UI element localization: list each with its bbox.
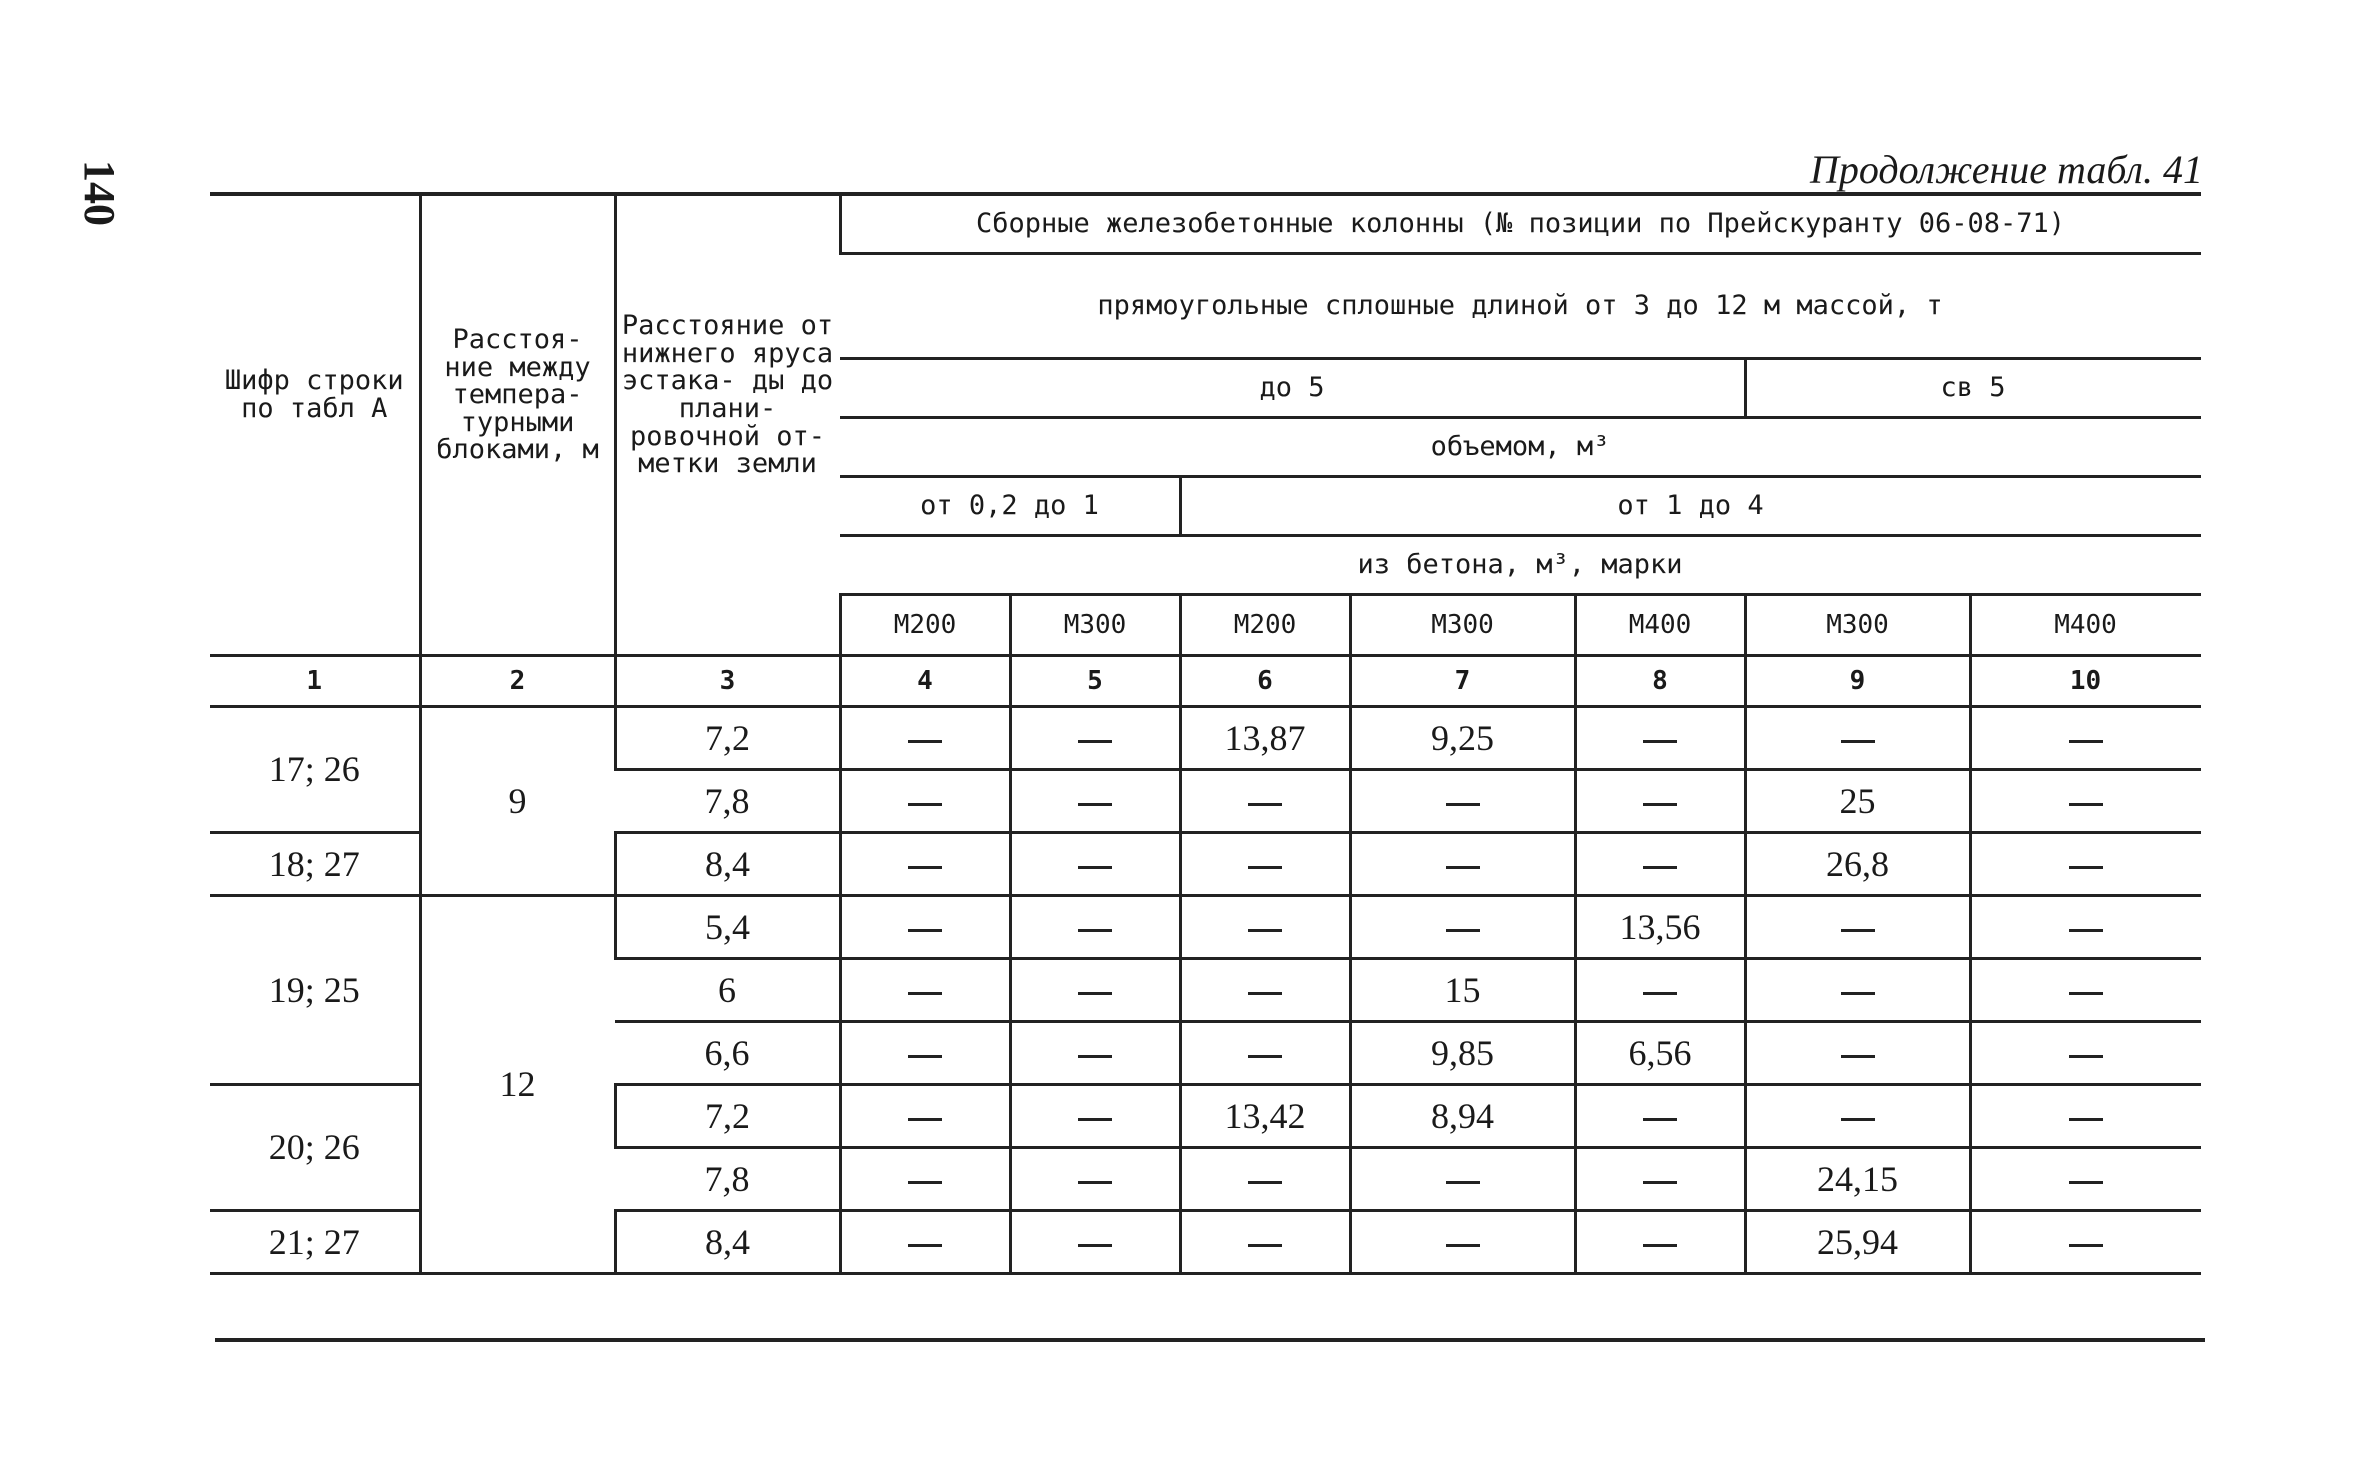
dash-mark bbox=[908, 1055, 942, 1058]
dash-mark bbox=[908, 1181, 942, 1184]
grade-label: М300 bbox=[1350, 595, 1575, 656]
empty-value bbox=[1180, 959, 1350, 1022]
dash-mark bbox=[1446, 866, 1480, 869]
empty-value bbox=[1010, 1211, 1180, 1274]
empty-value bbox=[840, 896, 1010, 959]
dash-mark bbox=[1643, 1244, 1677, 1247]
empty-value bbox=[1180, 1022, 1350, 1085]
row-code: 20; 26 bbox=[210, 1085, 420, 1211]
table-row bbox=[210, 707, 2200, 770]
dash-mark bbox=[1643, 866, 1677, 869]
column-number: 7 bbox=[1350, 656, 1575, 707]
column-number: 2 bbox=[420, 656, 615, 707]
empty-value bbox=[1010, 770, 1180, 833]
tier-height: 7,8 bbox=[615, 770, 840, 833]
header-mass-over5: св 5 bbox=[1745, 359, 2200, 418]
dash-mark bbox=[1248, 1055, 1282, 1058]
empty-value bbox=[1575, 959, 1745, 1022]
tier-height: 6 bbox=[615, 959, 840, 1022]
dash-mark bbox=[1248, 1244, 1282, 1247]
grade-label: М400 bbox=[1970, 595, 2200, 656]
block-distance: 9 bbox=[420, 707, 615, 896]
dash-mark bbox=[908, 1244, 942, 1247]
empty-value bbox=[1970, 959, 2200, 1022]
empty-value bbox=[1970, 1022, 2200, 1085]
dash-mark bbox=[908, 1118, 942, 1121]
grade-label: М200 bbox=[1180, 595, 1350, 656]
table-body bbox=[210, 707, 2200, 1274]
price-value: 8,94 bbox=[1350, 1085, 1575, 1148]
header-block-distance: Расстоя- ние между темпера- турными блоками, м bbox=[420, 194, 615, 595]
dash-mark bbox=[1841, 1055, 1875, 1058]
header-concrete-grades: из бетона, м³, марки bbox=[840, 536, 2200, 595]
dash-mark bbox=[2069, 740, 2103, 743]
dash-mark bbox=[908, 740, 942, 743]
dash-mark bbox=[2069, 1055, 2103, 1058]
column-number: 4 bbox=[840, 656, 1010, 707]
empty-value bbox=[1180, 1148, 1350, 1211]
dash-mark bbox=[2069, 1244, 2103, 1247]
empty-value bbox=[1745, 707, 1970, 770]
grade-label: М400 bbox=[1575, 595, 1745, 656]
grade-label: М300 bbox=[1745, 595, 1970, 656]
column-number: 3 bbox=[615, 656, 840, 707]
dash-mark bbox=[1841, 740, 1875, 743]
dash-mark bbox=[2069, 866, 2103, 869]
dash-mark bbox=[1078, 1118, 1112, 1121]
table-row bbox=[210, 896, 2200, 959]
empty-value bbox=[1350, 896, 1575, 959]
empty-value bbox=[1970, 707, 2200, 770]
dash-mark bbox=[1078, 803, 1112, 806]
empty-value bbox=[1010, 1148, 1180, 1211]
header-subgroup: прямоугольные сплошные длиной от 3 до 12 м массой, т bbox=[840, 254, 2200, 359]
tier-height: 8,4 bbox=[615, 833, 840, 896]
dash-mark bbox=[1078, 740, 1112, 743]
dash-mark bbox=[1841, 992, 1875, 995]
empty-value bbox=[840, 833, 1010, 896]
empty-value bbox=[1970, 1148, 2200, 1211]
price-value: 26,8 bbox=[1745, 833, 1970, 896]
dash-mark bbox=[1078, 866, 1112, 869]
block-distance: 12 bbox=[420, 896, 615, 1274]
dash-mark bbox=[908, 929, 942, 932]
empty-value bbox=[1575, 1211, 1745, 1274]
dash-mark bbox=[1248, 992, 1282, 995]
dash-mark bbox=[1078, 1244, 1112, 1247]
empty-value bbox=[840, 1148, 1010, 1211]
empty-value bbox=[1575, 707, 1745, 770]
price-value: 9,25 bbox=[1350, 707, 1575, 770]
dash-mark bbox=[2069, 1118, 2103, 1121]
dash-mark bbox=[1446, 929, 1480, 932]
tier-height: 8,4 bbox=[615, 1211, 840, 1274]
row-code: 17; 26 bbox=[210, 707, 420, 833]
empty-value bbox=[1970, 770, 2200, 833]
empty-value bbox=[1745, 1085, 1970, 1148]
dash-mark bbox=[1643, 1181, 1677, 1184]
price-value: 6,56 bbox=[1575, 1022, 1745, 1085]
dash-mark bbox=[1078, 1055, 1112, 1058]
empty-value bbox=[1010, 833, 1180, 896]
dash-mark bbox=[2069, 1181, 2103, 1184]
empty-value bbox=[1575, 833, 1745, 896]
header-tier-height: Расстояние от нижнего яруса эстака- ды до плани- ровочной от- метки земли bbox=[615, 194, 840, 595]
empty-value bbox=[1745, 959, 1970, 1022]
table-bottom-rule bbox=[215, 1338, 2205, 1342]
empty-value bbox=[1350, 1148, 1575, 1211]
empty-value bbox=[1745, 896, 1970, 959]
empty-value bbox=[1970, 896, 2200, 959]
dash-mark bbox=[1841, 1118, 1875, 1121]
page-number: 140 bbox=[75, 160, 124, 226]
dash-mark bbox=[1446, 1181, 1480, 1184]
table-header bbox=[210, 194, 2200, 707]
dash-mark bbox=[1643, 740, 1677, 743]
dash-mark bbox=[1078, 1181, 1112, 1184]
dash-mark bbox=[1078, 929, 1112, 932]
empty-value bbox=[1350, 833, 1575, 896]
empty-value bbox=[840, 1211, 1010, 1274]
price-value: 24,15 bbox=[1745, 1148, 1970, 1211]
header-volume-1-4: от 1 до 4 bbox=[1180, 477, 2200, 536]
price-value: 13,56 bbox=[1575, 896, 1745, 959]
empty-value bbox=[840, 770, 1010, 833]
empty-value bbox=[1970, 1085, 2200, 1148]
empty-value bbox=[1180, 833, 1350, 896]
empty-value bbox=[840, 707, 1010, 770]
header-volume: объемом, м³ bbox=[840, 418, 2200, 477]
dash-mark bbox=[908, 866, 942, 869]
tier-height: 5,4 bbox=[615, 896, 840, 959]
table-continuation-caption: Продолжение табл. 41 bbox=[1809, 147, 2203, 192]
price-value: 15 bbox=[1350, 959, 1575, 1022]
empty-value bbox=[1350, 1211, 1575, 1274]
dash-mark bbox=[1446, 1244, 1480, 1247]
price-table bbox=[210, 192, 2201, 1275]
dash-mark bbox=[1446, 803, 1480, 806]
empty-value bbox=[1010, 1085, 1180, 1148]
dash-mark bbox=[2069, 803, 2103, 806]
header-code: Шифр строки по табл А bbox=[210, 194, 420, 595]
row-code: 18; 27 bbox=[210, 833, 420, 896]
grade-label: М300 bbox=[1010, 595, 1180, 656]
grade-label: М200 bbox=[840, 595, 1010, 656]
price-value: 13,87 bbox=[1180, 707, 1350, 770]
empty-value bbox=[1970, 833, 2200, 896]
dash-mark bbox=[1248, 803, 1282, 806]
dash-mark bbox=[908, 803, 942, 806]
dash-mark bbox=[2069, 992, 2103, 995]
dash-mark bbox=[1078, 992, 1112, 995]
empty-value bbox=[840, 1085, 1010, 1148]
dash-mark bbox=[1643, 992, 1677, 995]
column-number: 9 bbox=[1745, 656, 1970, 707]
price-value: 9,85 bbox=[1350, 1022, 1575, 1085]
empty-value bbox=[1010, 707, 1180, 770]
row-code: 19; 25 bbox=[210, 896, 420, 1085]
dash-mark bbox=[1643, 803, 1677, 806]
empty-value bbox=[1010, 896, 1180, 959]
empty-value bbox=[1350, 770, 1575, 833]
tier-height: 7,2 bbox=[615, 1085, 840, 1148]
dash-mark bbox=[1841, 929, 1875, 932]
price-value: 13,42 bbox=[1180, 1085, 1350, 1148]
empty-value bbox=[1575, 770, 1745, 833]
empty-value bbox=[1970, 1211, 2200, 1274]
price-value: 25 bbox=[1745, 770, 1970, 833]
tier-height: 7,2 bbox=[615, 707, 840, 770]
column-number: 1 bbox=[210, 656, 420, 707]
dash-mark bbox=[1248, 866, 1282, 869]
dash-mark bbox=[2069, 929, 2103, 932]
empty-value bbox=[840, 959, 1010, 1022]
empty-value bbox=[1010, 959, 1180, 1022]
row-code: 21; 27 bbox=[210, 1211, 420, 1274]
dash-mark bbox=[1248, 929, 1282, 932]
dash-mark bbox=[1643, 1118, 1677, 1121]
column-number: 6 bbox=[1180, 656, 1350, 707]
empty-value bbox=[840, 1022, 1010, 1085]
dash-mark bbox=[908, 992, 942, 995]
empty-value bbox=[1745, 1022, 1970, 1085]
tier-height: 6,6 bbox=[615, 1022, 840, 1085]
empty-value bbox=[1180, 770, 1350, 833]
header-group-title: Сборные железобетонные колонны (№ позиции по Прейскуранту 06-08-71) bbox=[840, 194, 2200, 254]
tier-height: 7,8 bbox=[615, 1148, 840, 1211]
empty-value bbox=[1575, 1148, 1745, 1211]
column-number: 8 bbox=[1575, 656, 1745, 707]
header-mass-upto5: до 5 bbox=[840, 359, 1745, 418]
empty-value bbox=[1180, 1211, 1350, 1274]
empty-value bbox=[1180, 896, 1350, 959]
header-volume-0-2-1: от 0,2 до 1 bbox=[840, 477, 1180, 536]
price-value: 25,94 bbox=[1745, 1211, 1970, 1274]
column-number: 5 bbox=[1010, 656, 1180, 707]
empty-value bbox=[1575, 1085, 1745, 1148]
column-number: 10 bbox=[1970, 656, 2200, 707]
dash-mark bbox=[1248, 1181, 1282, 1184]
empty-value bbox=[1010, 1022, 1180, 1085]
